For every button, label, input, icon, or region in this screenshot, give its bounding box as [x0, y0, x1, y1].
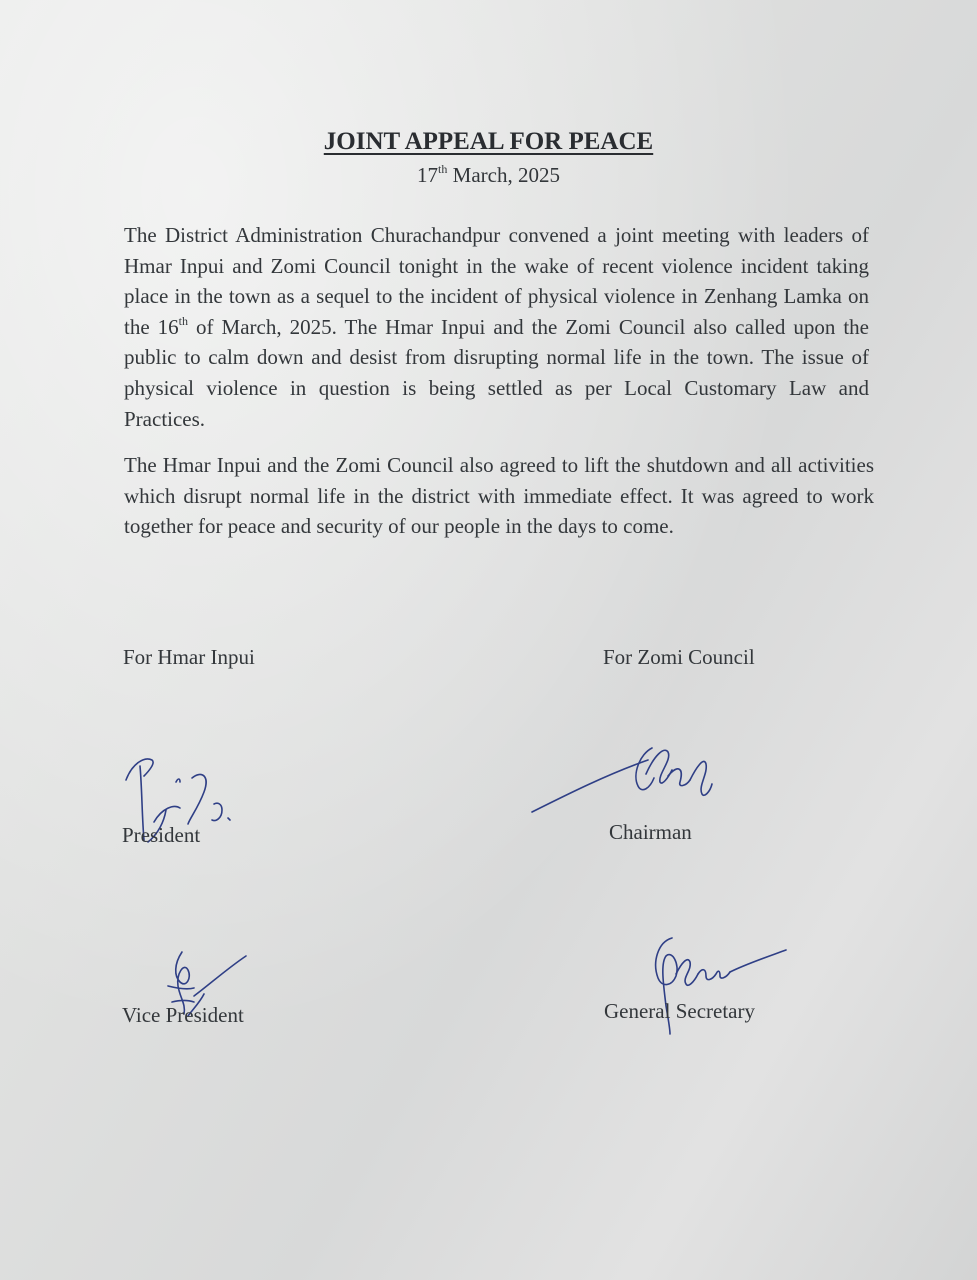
date-suffix: th — [438, 162, 448, 176]
chairman-title: Chairman — [609, 820, 692, 844]
document-title — [0, 126, 977, 158]
body-paragraph-2: The Hmar Inpui and the Zomi Council also agreed to lift the shutdown and all activities which disrupt normal life in the district with immediate effect. It was agreed to work together for peace and security of our people in the days to come. — [124, 453, 874, 539]
paragraph-1-part-2: of March, 2025. The Hmar Inpui and the Zomi Council also called upon the public to calm down and desist from disrupting normal life in the town. The issue of physical violence in question is being settled as per Local Customary Law and Practices. — [124, 314, 869, 431]
hmar-inpui-heading: For Hmar Inpui — [123, 645, 255, 669]
president-title: President — [122, 823, 201, 847]
paragraph-1-part-1: The District Administration Churachandpur convened a joint meeting with leaders of Hmar Inpui and Zomi Council tonight in the wake of recent violence incident taking place in the town as a sequel to the incident of physical violence in Zenhang Lamka on the 16 — [124, 223, 869, 339]
vice-president-title: Vice President — [122, 1003, 244, 1027]
paragraph-1-suffix: th — [178, 313, 189, 328]
general-secretary-title: General Secretary — [604, 999, 755, 1023]
chairman-signature — [528, 734, 728, 824]
document-date — [0, 161, 977, 189]
date-rest: March, 2025 — [447, 163, 560, 187]
document-title-text: JOINT APPEAL FOR PEACE — [323, 128, 654, 155]
zomi-council-heading: For Zomi Council — [603, 645, 755, 669]
date-day: 17 — [417, 163, 439, 187]
body-paragraph-1 — [124, 220, 869, 434]
